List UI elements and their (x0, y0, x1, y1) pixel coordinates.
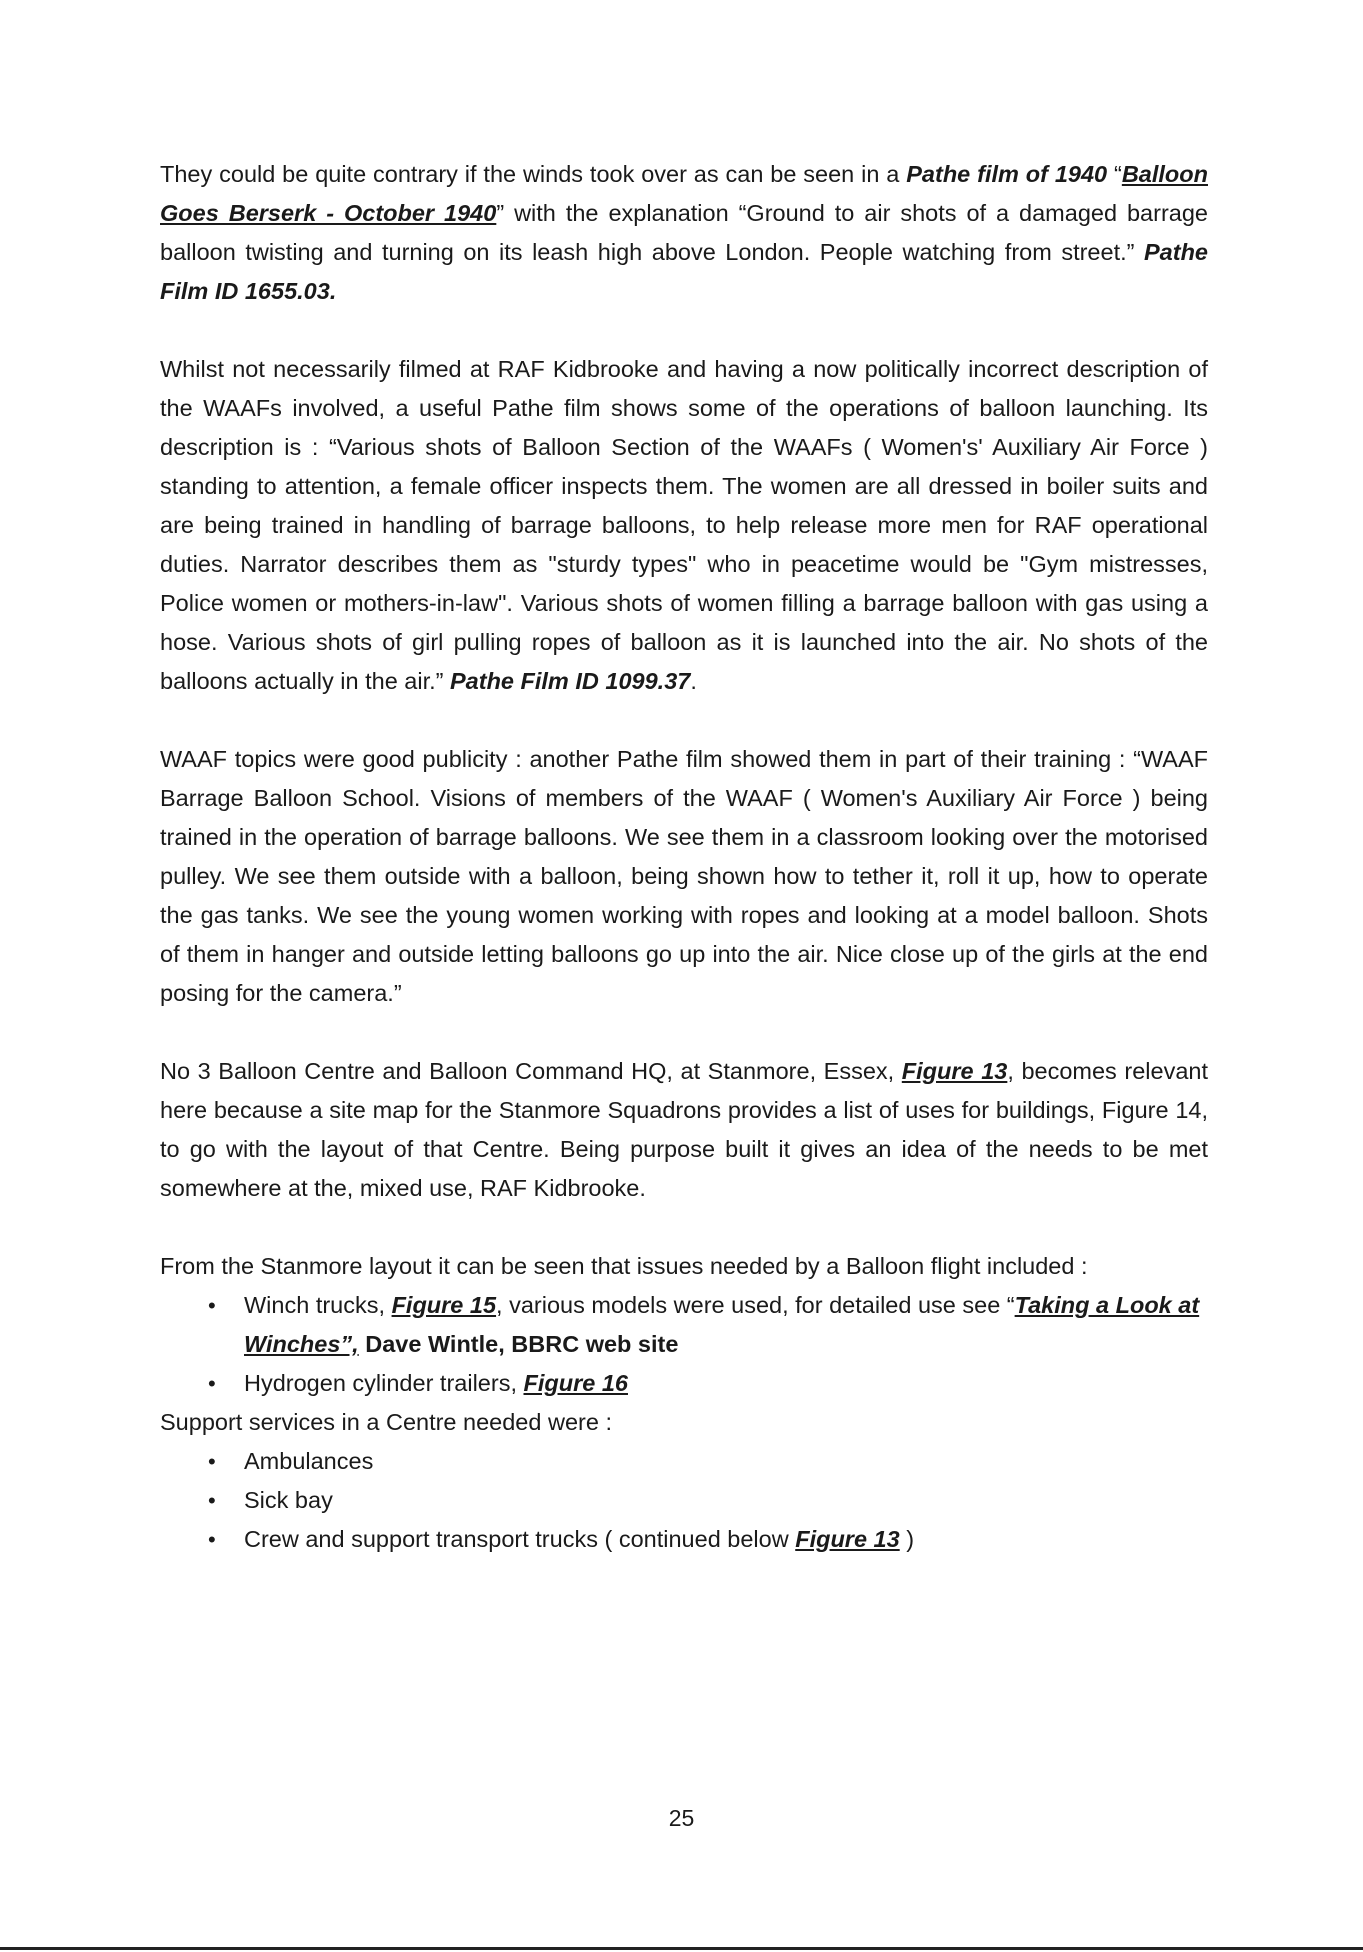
text: Winch trucks, (244, 1292, 392, 1318)
bullet-icon: • (208, 1449, 216, 1474)
list-item (160, 1520, 1208, 1559)
winches-article-link[interactable]: Taking a Look at Winches”, (244, 1292, 1200, 1357)
text: , various models were used, for detailed use see “ (496, 1292, 1015, 1318)
document-body (160, 155, 1208, 1559)
bullet-icon: • (208, 1488, 216, 1513)
text: Whilst not necessarily filmed at RAF Kidbrooke and having a now politically incorrect description of the WAAFs involved, a useful Pathe film shows some of the operations of balloon launching. Its description is : “Various shots of Balloon Section of the WAAFs ( Women's' Auxiliary Air Force ) standing to attention, a female officer inspects them. The women are all dressed in boiler suits and are being trained in handling of barrage balloons, to help release more men for RAF operational duties. Narrator describes them as "sturdy types" who in peacetime would be "Gym mistresses, Police women or mothers-in-law". Various shots of women filling a barrage balloon with gas using a hose. Various shots of girl pulling ropes of balloon as it is launched into the air. No shots of the balloons actually in the air.” (160, 356, 1208, 694)
text: They could be quite contrary if the winds took over as can be seen in a (160, 161, 907, 187)
paragraph-pathe-1940 (160, 155, 1208, 311)
text: Ambulances (244, 1448, 374, 1474)
article-source: Dave Wintle, BBRC web site (365, 1331, 679, 1357)
support-services-list (160, 1442, 1208, 1559)
page-number: 25 (668, 1805, 695, 1831)
text: , becomes relevant here because a site map for the Stanmore Squadrons provides a list of uses for buildings, Figure 14, to go with the layout of that Centre. Being purpose built it gives an idea of the needs to be met somewhere at the, mixed use, RAF Kidbrooke. (160, 1058, 1209, 1201)
paragraph-waaf-film (160, 350, 1208, 701)
figure-15-link[interactable]: Figure 15 (391, 1292, 497, 1318)
text: “ (1107, 161, 1122, 187)
text: Hydrogen cylinder trailers, (244, 1370, 524, 1396)
figure-13-link[interactable]: Figure 13 (901, 1058, 1008, 1084)
list-item (160, 1442, 1208, 1481)
text: WAAF topics were good publicity : another Pathe film showed them in part of their training : “WAAF Barrage Balloon School. Visions of members of the WAAF ( Women's Auxiliary Air Force ) being trained in the operation of barrage balloons. We see them in a classroom looking over the motorised pulley. We see them outside with a balloon, being shown how to tether it, roll it up, how to operate the gas tanks. We see the young women working with ropes and looking at a model balloon. Shots of them in hanger and outside letting balloons go up into the air. Nice close up of the girls at the end posing for the camera.” (160, 746, 1208, 1006)
film-title-link[interactable]: Balloon Goes Berserk - October 1940 (160, 161, 1208, 226)
bullet-icon: • (208, 1527, 216, 1552)
balloon-flight-intro: From the Stanmore layout it can be seen that issues needed by a Balloon flight included : (160, 1253, 1088, 1279)
support-services-intro: Support services in a Centre needed were : (160, 1409, 612, 1435)
bullet-icon: • (208, 1293, 216, 1318)
balloon-flight-list (160, 1286, 1208, 1403)
page-bottom-border (0, 1947, 1363, 1950)
film-id: Pathe Film ID 1655.03. (160, 239, 1208, 304)
list-item (160, 1286, 1208, 1364)
film-id: Pathe Film ID 1099.37 (450, 668, 691, 694)
list-item (160, 1364, 1208, 1403)
paragraph-stanmore (160, 1052, 1208, 1208)
text: . (690, 668, 697, 694)
text: No 3 Balloon Centre and Balloon Command HQ, at Stanmore, Essex, (160, 1058, 902, 1084)
bullet-icon: • (208, 1371, 216, 1396)
list-item (160, 1481, 1208, 1520)
text: ) (899, 1526, 915, 1552)
text: Crew and support transport trucks ( continued below (244, 1526, 796, 1552)
text: Sick bay (244, 1487, 333, 1513)
figure-13-link[interactable]: Figure 13 (795, 1526, 900, 1552)
text: ” with the explanation “Ground to air shots of a damaged barrage balloon twisting and turning on its leash high above London. People watching from street.” (160, 200, 1208, 265)
figure-16-link[interactable]: Figure 16 (523, 1370, 628, 1396)
paragraph-waaf-school (160, 740, 1208, 1013)
film-reference: Pathe film of 1940 (906, 161, 1108, 187)
